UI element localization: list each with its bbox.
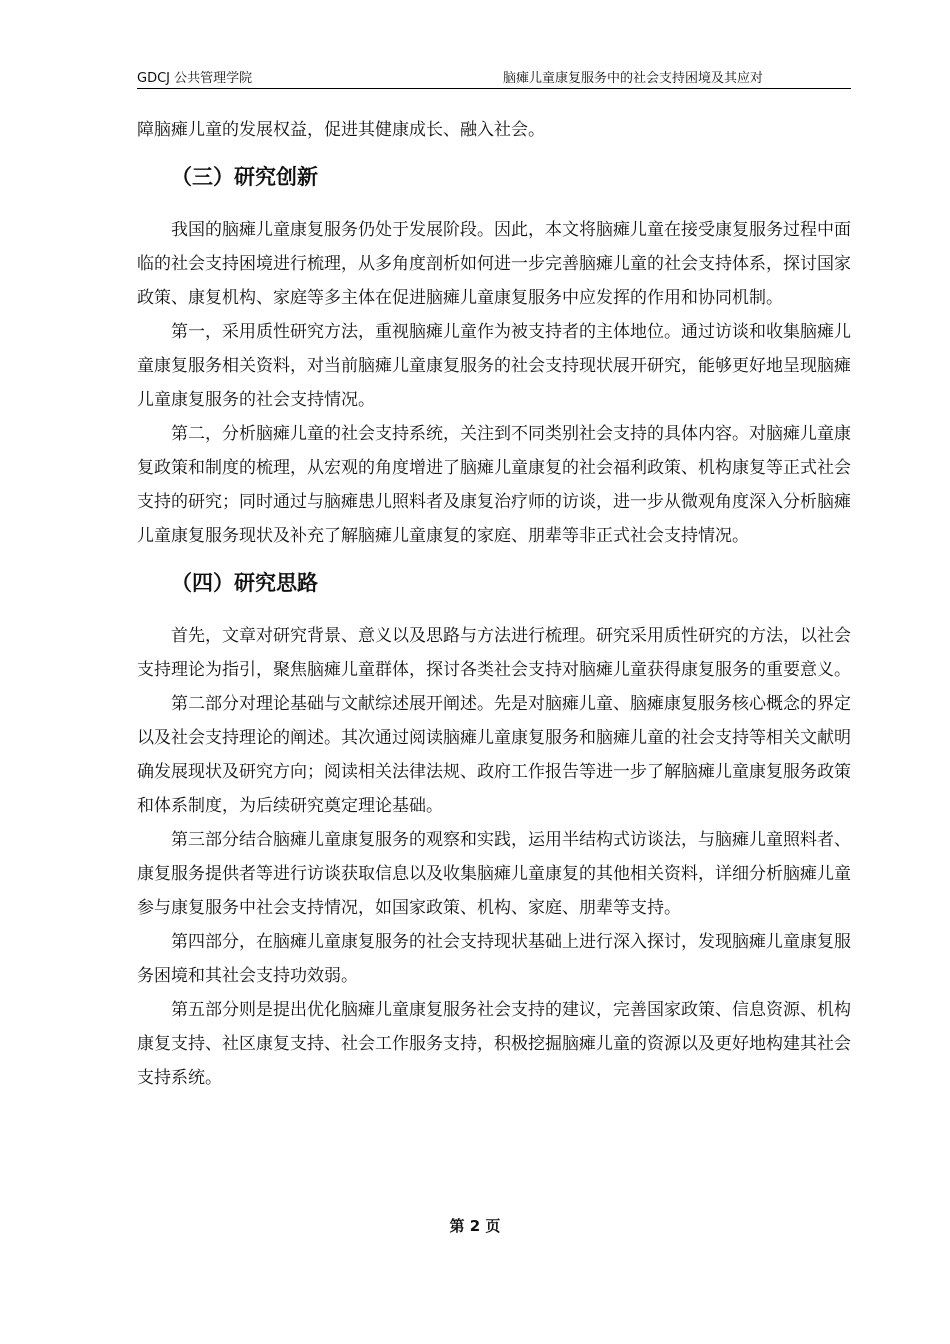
paragraph: 第五部分则是提出优化脑瘫儿童康复服务社会支持的建议，完善国家政策、信息资源、机构康复支持、社区康复支持、社会工作服务支持，积极挖掘脑瘫儿童的资源以及更好地构建其社会支持系统。 xyxy=(137,1000,851,1088)
paragraph: 第三部分结合脑瘫儿童康复服务的观察和实践，运用半结构式访谈法，与脑瘫儿童照料者、康复服务提供者等进行访谈获取信息以及收集脑瘫儿童康复的其他相关资料，详细分析脑瘫儿童参与康复服务中社会支持情况，如国家政策、机构、家庭、朋辈等支持。 xyxy=(137,830,851,918)
section-title-approach: （四）研究思路 xyxy=(171,571,318,595)
header-title: 脑瘫儿童康复服务中的社会支持困境及其应对 xyxy=(502,71,763,86)
paragraph: 第二，分析脑瘫儿童的社会支持系统，关注到不同类别社会支持的具体内容。对脑瘫儿童康复政策和制度的梳理，从宏观的角度增进了脑瘫儿童康复的社会福利政策、机构康复等正式社会支持的研究；同时通过与脑瘫患儿照料者及康复治疗师的访谈，进一步从微观角度深入分析脑瘫儿童康复服务现状及补充了解脑瘫儿童康复的家庭、朋辈等非正式社会支持情况。 xyxy=(137,424,851,546)
page-number: 第 2 页 xyxy=(449,1217,501,1235)
page-header xyxy=(137,66,851,89)
paragraph: 我国的脑瘫儿童康复服务仍处于发展阶段。因此，本文将脑瘫儿童在接受康复服务过程中面临的社会支持困境进行梳理，从多角度剖析如何进一步完善脑瘫儿童的社会支持体系，探讨国家政策、康复机构、家庭等多主体在促进脑瘫儿童康复服务中应发挥的作用和协同机制。 xyxy=(137,220,851,308)
header-institution: GDCJ 公共管理学院 xyxy=(137,71,253,86)
continued-paragraph: 障脑瘫儿童的发展权益，促进其健康成长、融入社会。 xyxy=(137,120,545,140)
page-body xyxy=(137,113,851,1095)
paragraph: 首先，文章对研究背景、意义以及思路与方法进行梳理。研究采用质性研究的方法，以社会支持理论为指引，聚焦脑瘫儿童群体，探讨各类社会支持对脑瘫儿童获得康复服务的重要意义。 xyxy=(137,626,851,680)
paragraph: 第四部分，在脑瘫儿童康复服务的社会支持现状基础上进行深入探讨，发现脑瘫儿童康复服务困境和其社会支持功效弱。 xyxy=(137,932,851,986)
section-title-innovation: （三）研究创新 xyxy=(171,165,318,189)
paragraph: 第二部分对理论基础与文献综述展开阐述。先是对脑瘫儿童、脑瘫康复服务核心概念的界定以及社会支持理论的阐述。其次通过阅读脑瘫儿童康复服务和脑瘫儿童的社会支持等相关文献明确发展现状及研究方向；阅读相关法律法规、政府工作报告等进一步了解脑瘫儿童康复服务政策和体系制度，为后续研究奠定理论基础。 xyxy=(137,694,851,816)
paragraph: 第一，采用质性研究方法，重视脑瘫儿童作为被支持者的主体地位。通过访谈和收集脑瘫儿童康复服务相关资料，对当前脑瘫儿童康复服务的社会支持现状展开研究，能够更好地呈现脑瘫儿童康复服务的社会支持情况。 xyxy=(137,322,851,410)
